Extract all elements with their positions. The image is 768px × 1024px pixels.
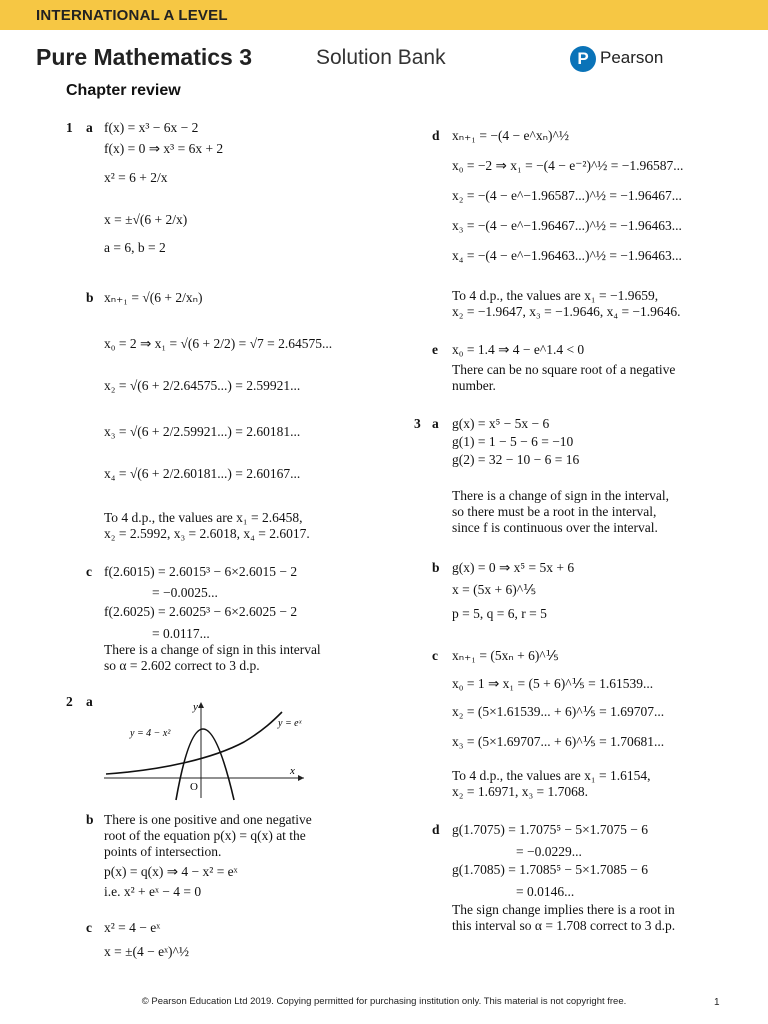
q3b-line-2: x = (5x + 6)^⅕ — [452, 582, 537, 597]
q2d-line-1: xₙ₊₁ = −(4 − e^xₙ)^½ — [452, 128, 569, 143]
part-label-1c: c — [86, 564, 92, 579]
q3a-line-1: g(x) = x⁵ − 5x − 6 — [452, 416, 550, 431]
q3d-line-6: this interval so α = 1.708 correct to 3 d.p. — [452, 918, 676, 933]
question-number-3: 3 — [414, 416, 421, 431]
q2b-line-3: points of intersection. — [104, 844, 222, 859]
q1c-line-1: f(2.6015) = 2.6015³ − 6×2.6015 − 2 — [104, 564, 298, 579]
q3c-line-1: xₙ₊₁ = (5xₙ + 6)^⅕ — [452, 648, 559, 663]
q1c-line-6: so α = 2.602 correct to 3 d.p. — [104, 658, 260, 673]
q2d-line-6: To 4 d.p., the values are x₁ = −1.9659, — [452, 288, 659, 303]
q2d-line-2: x₀ = −2 ⇒ x₁ = −(4 − e⁻²)^½ = −1.96587... — [452, 158, 684, 173]
q1a-line-3: x² = 6 + 2/x — [104, 170, 168, 185]
q1b-line-4: x₃ = √(6 + 2/2.59921...) = 2.60181... — [104, 424, 301, 439]
q1c-line-5: There is a change of sign in this interval — [104, 642, 321, 657]
part-label-1a: a — [86, 120, 93, 135]
q2d-line-7: x₂ = −1.9647, x₃ = −1.9646, x₄ = −1.9646. — [452, 304, 681, 319]
part-label-3c: c — [432, 648, 438, 663]
q3a-line-3: g(2) = 32 − 10 − 6 = 16 — [452, 452, 580, 467]
q2b-line-5: i.e. x² + eˣ − 4 = 0 — [104, 884, 202, 899]
x-axis-label: x — [290, 765, 295, 777]
q3d-line-4: = 0.0146... — [516, 884, 575, 899]
q1b-line-6: To 4 d.p., the values are x₁ = 2.6458, — [104, 510, 303, 525]
q3c-line-3: x₂ = (5×1.61539... + 6)^⅕ = 1.69707... — [452, 704, 665, 719]
q1a-line-4: x = ±√(6 + 2/x) — [104, 212, 188, 227]
q3a-line-6: since f is continuous over the interval. — [452, 520, 658, 535]
section-heading: Chapter review — [66, 82, 181, 99]
q3a-line-4: There is a change of sign in the interval, — [452, 488, 670, 503]
copyright-footer: © Pearson Education Ltd 2019. Copying permitted for purchasing institution only. This material is not copyright free. — [141, 996, 627, 1007]
pearson-logo-text: Pearson — [600, 48, 664, 67]
part-label-2c: c — [86, 920, 92, 935]
q2e-line-2: There can be no square root of a negative — [452, 362, 676, 377]
part-label-1b: b — [86, 290, 94, 305]
page-subtitle: Solution Bank — [316, 46, 446, 69]
question-number-1: 1 — [66, 120, 73, 135]
q2b-line-2: root of the equation p(x) = q(x) at the — [104, 828, 306, 843]
q1a-line-5: a = 6, b = 2 — [104, 240, 166, 255]
q2b-line-1: There is one positive and one negative — [104, 812, 312, 827]
q2b-line-4: p(x) = q(x) ⇒ 4 − x² = eˣ — [104, 864, 238, 879]
q2e-line-1: x₀ = 1.4 ⇒ 4 − e^1.4 < 0 — [452, 342, 585, 357]
q3d-line-2: = −0.0229... — [516, 844, 582, 859]
q1b-line-1: xₙ₊₁ = √(6 + 2/xₙ) — [104, 290, 203, 305]
part-label-2a: a — [86, 694, 93, 709]
page-title: Pure Mathematics 3 — [36, 44, 253, 70]
q3b-line-3: p = 5, q = 6, r = 5 — [452, 606, 547, 621]
q1c-line-3: f(2.6025) = 2.6025³ − 6×2.6025 − 2 — [104, 604, 298, 619]
q3b-line-1: g(x) = 0 ⇒ x⁵ = 5x + 6 — [452, 560, 575, 575]
q2d-line-3: x₂ = −(4 − e^−1.96587...)^½ = −1.96467... — [452, 188, 682, 203]
page-number: 1 — [714, 997, 720, 1008]
x-axis-arrow — [298, 775, 304, 781]
curve-exponential — [106, 712, 282, 774]
q3c-line-4: x₃ = (5×1.69707... + 6)^⅕ = 1.70681... — [452, 734, 665, 749]
header-band — [0, 0, 768, 30]
q1b-line-3: x₂ = √(6 + 2/2.64575...) = 2.59921... — [104, 378, 301, 393]
q3c-line-6: x₂ = 1.6971, x₃ = 1.7068. — [452, 784, 589, 799]
curve2-label: y = eˣ — [278, 718, 302, 729]
q3c-line-2: x₀ = 1 ⇒ x₁ = (5 + 6)^⅕ = 1.61539... — [452, 676, 654, 691]
curve-parabola — [176, 729, 234, 800]
q1c-line-2: = −0.0025... — [152, 585, 218, 600]
part-label-3a: a — [432, 416, 439, 431]
q3a-line-2: g(1) = 1 − 5 − 6 = −10 — [452, 434, 574, 449]
y-axis-label: y — [193, 701, 198, 713]
q1b-line-7: x₂ = 2.5992, x₃ = 2.6018, x₄ = 2.6017. — [104, 526, 310, 541]
q2d-line-4: x₃ = −(4 − e^−1.96467...)^½ = −1.96463... — [452, 218, 682, 233]
q2c-line-1: x² = 4 − eˣ — [104, 920, 161, 935]
q1a-line-1: f(x) = x³ − 6x − 2 — [104, 120, 199, 135]
curve1-label: y = 4 − x² — [130, 728, 171, 739]
q2e-line-3: number. — [452, 378, 496, 393]
q3d-line-1: g(1.7075) = 1.7075⁵ − 5×1.7075 − 6 — [452, 822, 649, 837]
q1c-line-4: = 0.0117... — [152, 626, 210, 641]
graph-figure — [104, 698, 314, 802]
question-number-2: 2 — [66, 694, 73, 709]
part-label-3d: d — [432, 822, 440, 837]
pearson-logo-icon: P — [570, 46, 596, 72]
origin-label: O — [190, 781, 198, 793]
q3a-line-5: so there must be a root in the interval, — [452, 504, 657, 519]
q3d-line-3: g(1.7085) = 1.7085⁵ − 5×1.7085 − 6 — [452, 862, 649, 877]
q2d-line-5: x₄ = −(4 − e^−1.96463...)^½ = −1.96463... — [452, 248, 682, 263]
q3c-line-5: To 4 d.p., the values are x₁ = 1.6154, — [452, 768, 651, 783]
part-label-2b: b — [86, 812, 94, 827]
q1a-line-2: f(x) = 0 ⇒ x³ = 6x + 2 — [104, 141, 224, 156]
band-label: INTERNATIONAL A LEVEL — [36, 7, 228, 24]
part-label-2e: e — [432, 342, 438, 357]
q1b-line-2: x₀ = 2 ⇒ x₁ = √(6 + 2/2) = √7 = 2.64575... — [104, 336, 333, 351]
part-label-3b: b — [432, 560, 440, 575]
y-axis-arrow — [198, 702, 204, 708]
part-label-2d: d — [432, 128, 440, 143]
q1b-line-5: x₄ = √(6 + 2/2.60181...) = 2.60167... — [104, 466, 301, 481]
q2c-line-2: x = ±(4 − eˣ)^½ — [104, 944, 189, 959]
q3d-line-5: The sign change implies there is a root in — [452, 902, 675, 917]
